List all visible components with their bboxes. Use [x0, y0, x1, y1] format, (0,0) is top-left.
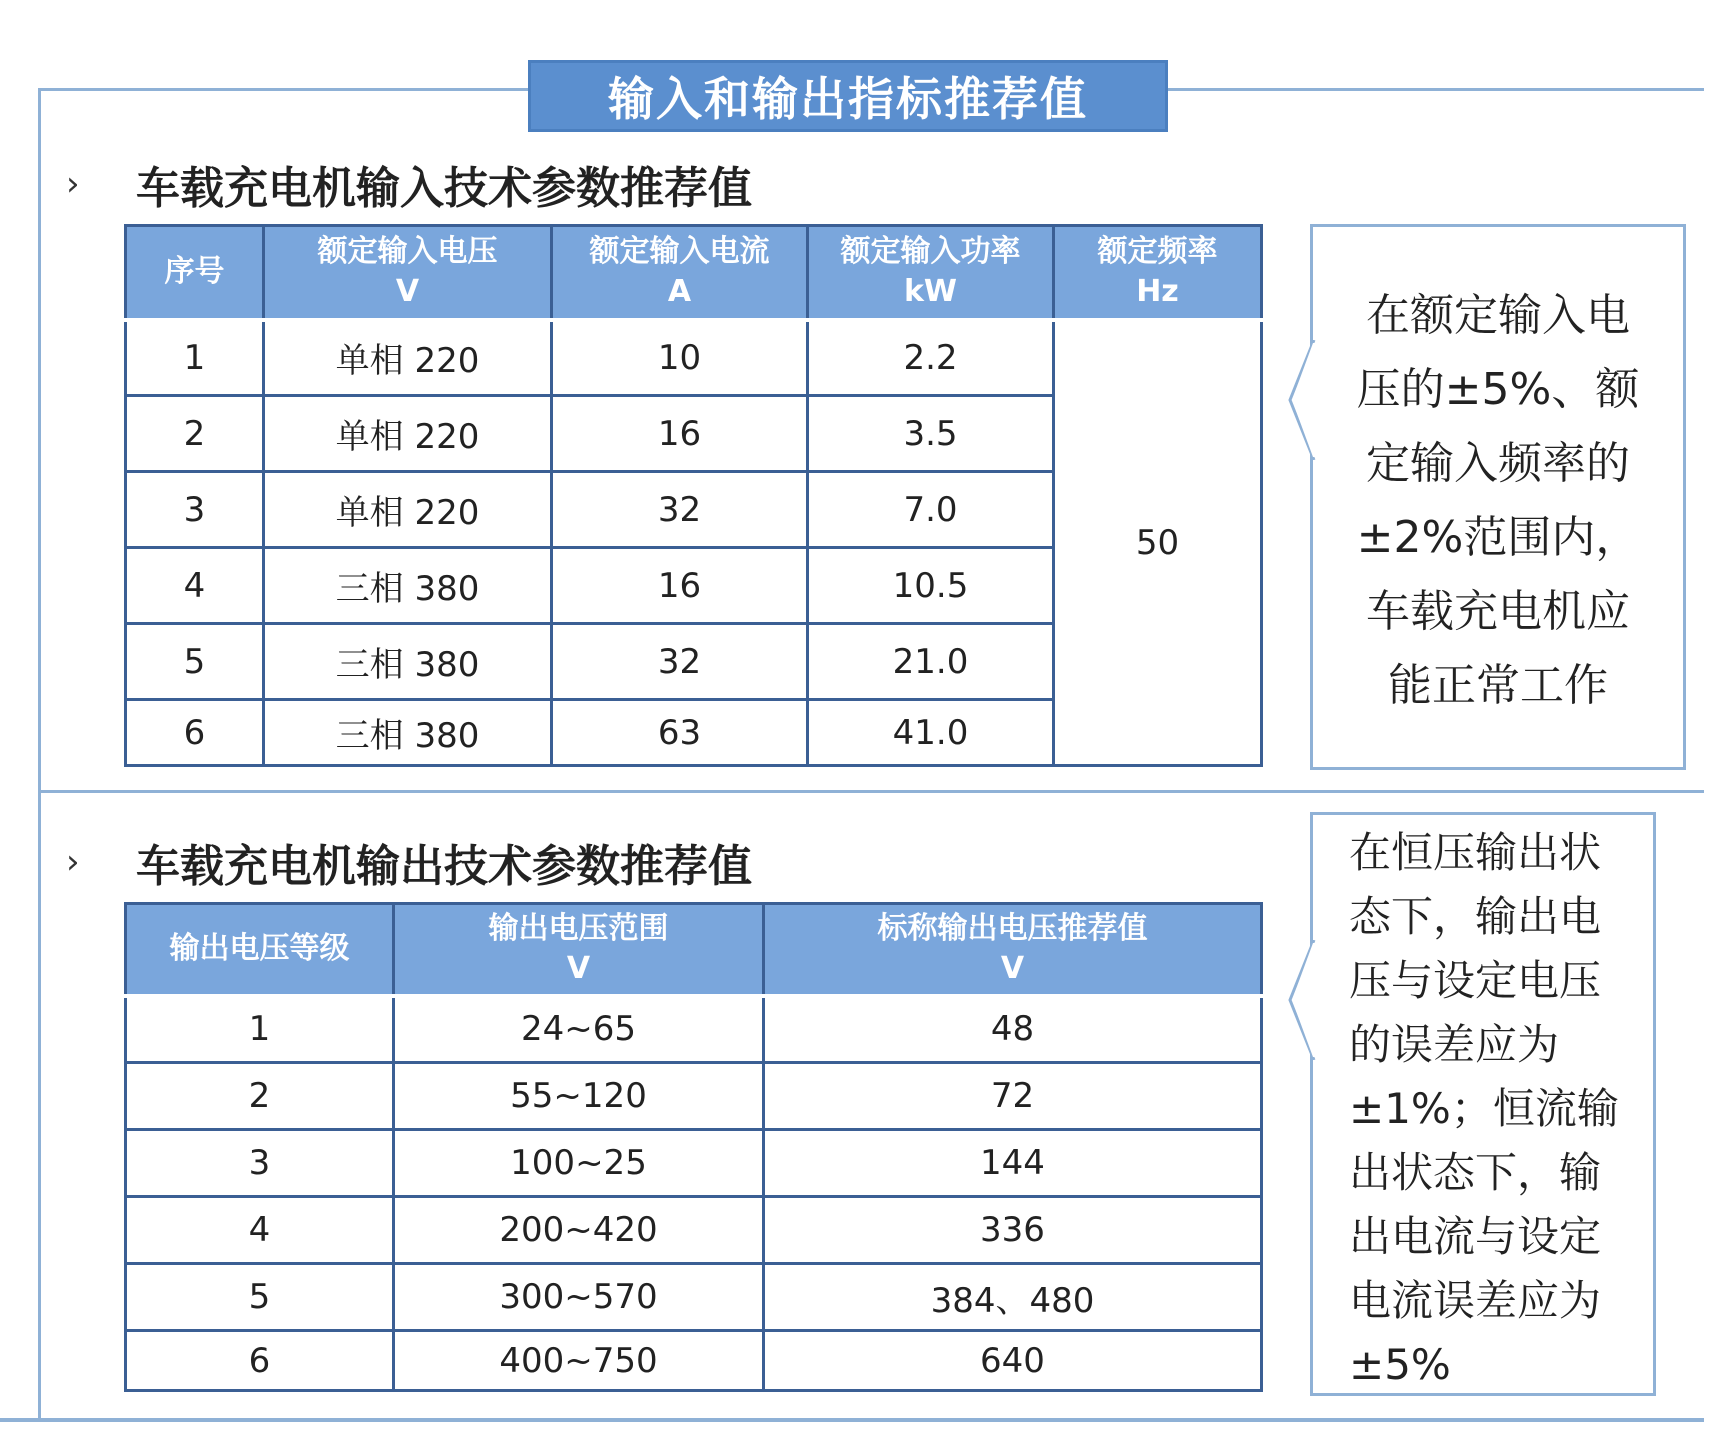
- table-cell: 3: [126, 472, 264, 548]
- table-cell: 55~120: [394, 1063, 764, 1130]
- frame-bottom: [0, 1418, 1704, 1422]
- table-cell: 三相 380: [264, 624, 552, 700]
- table-cell: 63: [552, 700, 808, 766]
- table-cell: 6: [126, 1331, 394, 1391]
- input-table: [124, 224, 1263, 767]
- table-row: [126, 1063, 1262, 1130]
- table-cell: 3: [126, 1130, 394, 1197]
- table-cell: 10.5: [808, 548, 1054, 624]
- chevron-right-icon: ›: [66, 164, 80, 204]
- input-header-cell: 额定频率 Hz: [1054, 226, 1262, 320]
- table-cell: 单相 220: [264, 320, 552, 396]
- table-cell: 32: [552, 624, 808, 700]
- output-header-cell: 输出电压范围 V: [394, 904, 764, 996]
- table-cell: 400~750: [394, 1331, 764, 1391]
- input-callout-pointer: [1284, 340, 1324, 460]
- table-row: [126, 1130, 1262, 1197]
- output-note-text: 在恒压输出状 态下，输出电 压与设定电压 的误差应为 ±1%；恒流输 出状态下，输 出电流与设定 电流误差应为 ±5%: [1349, 828, 1619, 1389]
- table-cell: 10: [552, 320, 808, 396]
- table-cell: 3.5: [808, 396, 1054, 472]
- table-cell: 6: [126, 700, 264, 766]
- output-header-cell: 标称输出电压推荐值 V: [764, 904, 1262, 996]
- table-row: [126, 1197, 1262, 1264]
- frequency-cell: 50: [1054, 320, 1262, 766]
- table-cell: 5: [126, 1264, 394, 1331]
- table-cell: 1: [126, 320, 264, 396]
- table-cell: 300~570: [394, 1264, 764, 1331]
- table-cell: 336: [764, 1197, 1262, 1264]
- output-note-callout: [1310, 812, 1656, 1396]
- input-note-callout: [1310, 224, 1686, 770]
- input-header-cell: 额定输入电压 V: [264, 226, 552, 320]
- input-header-row: [126, 226, 1262, 320]
- input-note-text: 在额定输入电 压的±5%、额 定输入频率的 ±2%范围内， 车载充电机应 能正常工作: [1356, 290, 1640, 711]
- output-table: [124, 902, 1263, 1392]
- output-header-cell: 输出电压等级: [126, 904, 394, 996]
- frame-left: [38, 88, 41, 1418]
- input-header-cell: 额定输入功率 kW: [808, 226, 1054, 320]
- table-row: [126, 1264, 1262, 1331]
- input-heading-text: 车载充电机输入技术参数推荐值: [136, 163, 752, 214]
- table-row: [126, 996, 1262, 1063]
- table-cell: 2.2: [808, 320, 1054, 396]
- table-cell: 144: [764, 1130, 1262, 1197]
- table-cell: 200~420: [394, 1197, 764, 1264]
- input-header-cell: 序号: [126, 226, 264, 320]
- table-cell: 4: [126, 1197, 394, 1264]
- table-cell: 2: [126, 396, 264, 472]
- chevron-right-icon: ›: [66, 842, 80, 882]
- table-cell: 16: [552, 548, 808, 624]
- table-cell: 72: [764, 1063, 1262, 1130]
- table-cell: 21.0: [808, 624, 1054, 700]
- table-row: [126, 1331, 1262, 1391]
- frame-top-right: [1166, 88, 1704, 91]
- table-cell: 41.0: [808, 700, 1054, 766]
- table-cell: 24~65: [394, 996, 764, 1063]
- table-cell: 48: [764, 996, 1262, 1063]
- table-cell: 三相 380: [264, 548, 552, 624]
- output-header-row: [126, 904, 1262, 996]
- table-cell: 7.0: [808, 472, 1054, 548]
- frame-top-left: [38, 88, 530, 91]
- page-title: 输入和输出指标推荐值: [528, 60, 1168, 132]
- frame-divider: [38, 790, 1704, 793]
- input-header-cell: 额定输入电流 A: [552, 226, 808, 320]
- table-cell: 1: [126, 996, 394, 1063]
- table-cell: 单相 220: [264, 472, 552, 548]
- table-row: [126, 320, 1262, 396]
- table-cell: 三相 380: [264, 700, 552, 766]
- table-cell: 100~25: [394, 1130, 764, 1197]
- table-cell: 16: [552, 396, 808, 472]
- table-cell: 单相 220: [264, 396, 552, 472]
- output-heading-text: 车载充电机输出技术参数推荐值: [136, 841, 752, 892]
- table-cell: 384、480: [764, 1264, 1262, 1331]
- table-cell: 2: [126, 1063, 394, 1130]
- table-cell: 32: [552, 472, 808, 548]
- table-cell: 640: [764, 1331, 1262, 1391]
- input-section-heading: [66, 152, 752, 216]
- table-cell: 4: [126, 548, 264, 624]
- output-callout-pointer: [1284, 940, 1324, 1060]
- output-section-heading: [66, 830, 752, 894]
- table-cell: 5: [126, 624, 264, 700]
